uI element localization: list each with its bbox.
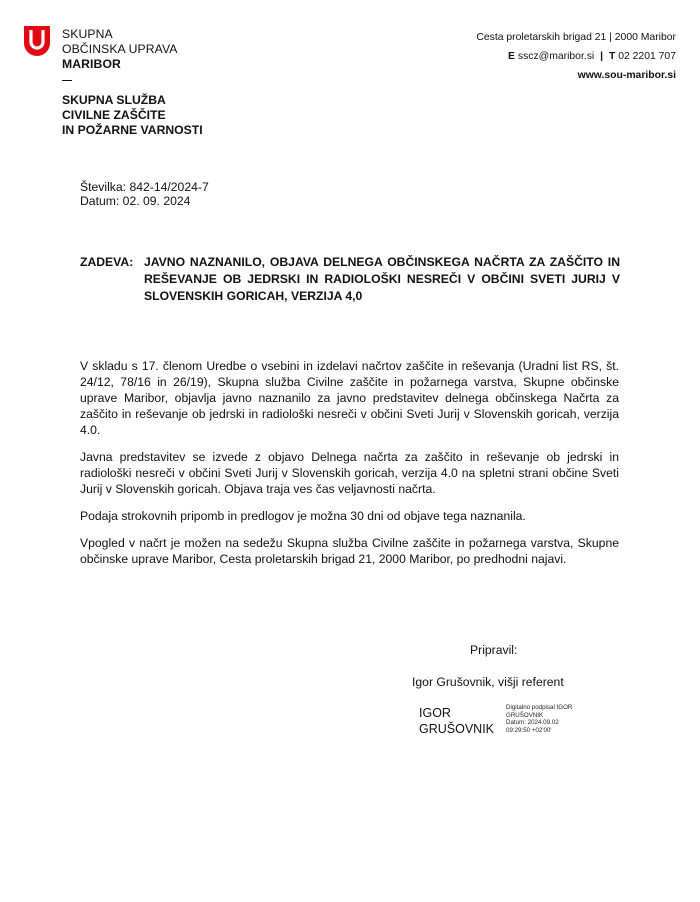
sig-name-line: IGOR (419, 706, 451, 720)
website-link[interactable]: www.sou-maribor.si (577, 70, 676, 81)
contact-block (476, 28, 676, 85)
document-date: Datum: 02. 09. 2024 (80, 194, 191, 208)
subject-label: ZADEVA: (80, 255, 134, 269)
separator: | (600, 51, 604, 62)
organization-name (62, 27, 178, 72)
email-link[interactable]: sscz@maribor.si (517, 51, 595, 62)
phone-label: T (608, 51, 616, 62)
subject-text: JAVNO NAZNANILO, OBJAVA DELNEGA OBČINSKEGA NAČRTA ZA ZAŠČITO IN REŠEVANJE OB JEDRSKI IN RADIOLOŠKI NESREČI V OBČINI SVETI JURIJ V SLOVENSKIH GORICAH, VERZIJA 4,0 (144, 255, 620, 303)
org-line: SKUPNA (62, 27, 113, 41)
body-paragraph: Podaja strokovnih pripomb in predlogov je možna 30 dni od objave tega naznanila. (80, 509, 526, 523)
sig-detail-line: 09:29:50 +02'00' (506, 726, 552, 734)
sig-detail-line: Datum: 2024.09.02 (506, 719, 559, 726)
document-meta (80, 180, 209, 208)
service-line: SKUPNA SLUŽBA (62, 93, 166, 107)
email-label: E (508, 51, 515, 62)
body-paragraph: Vpogled v načrt je možen na sedežu Skupna služba Civilne zaščite in požarnega varstva, Skupne občinske uprave Maribor, Cesta proletarskih brigad 21, 2000 Maribor, po predhodni najavi. (80, 536, 619, 566)
digital-signature-details (506, 704, 572, 734)
body-paragraph: V skladu s 17. členom Uredbe o vsebini in izdelavi načrtov zaščite in reševanja (Uradni list RS, št. 24/12, 78/16 in 26/19), Skupna služba Civilne zaščite in požarnega varstva, Skupne občinske uprave Maribor, objavlja javno naznanilo za javno predstavitev delnega občinskega Načrta za zaščito in reševanje ob jedrski in radiološki nesreči v občini Sveti Jurij v Slovenskih goricah, verzija 4.0. (80, 359, 619, 437)
body-paragraph: Javna predstavitev se izvede z objavo Delnega načrta za zaščito in reševanje ob jedrski in radiološki nesreči v občini Sveti Jurij v Slovenskih goricah, verzija 4.0 na spletni strani občine Sveti Jurij v Slovenskih goricah. Objava traja ves čas veljavnosti načrta. (80, 450, 619, 496)
sig-detail-line: Digitalno podpisal IGOR (506, 704, 573, 711)
subject-block (80, 254, 620, 305)
org-line: OBČINSKA UPRAVA (62, 42, 178, 56)
sig-detail-line: GRUŠOVNIK (506, 711, 544, 719)
signer-name: Igor Grušovnik, višji referent (412, 675, 564, 689)
letter-body (80, 358, 619, 578)
header-divider (62, 80, 72, 81)
address: Cesta proletarskih brigad 21 | 2000 Maribor (476, 32, 676, 43)
service-name (62, 93, 203, 138)
u-shield-logo-icon (24, 26, 50, 56)
phone-number: 02 2201 707 (618, 51, 676, 62)
prepared-label: Pripravil: (470, 643, 518, 657)
service-line: IN POŽARNE VARNOSTI (62, 123, 203, 137)
document-number: Številka: 842-14/2024-7 (80, 180, 209, 194)
contact-line (476, 47, 676, 66)
digital-signature-name (419, 705, 494, 737)
service-line: CIVILNE ZAŠČITE (62, 108, 166, 122)
sig-name-line: GRUŠOVNIK (419, 722, 495, 736)
org-line: MARIBOR (62, 57, 121, 71)
